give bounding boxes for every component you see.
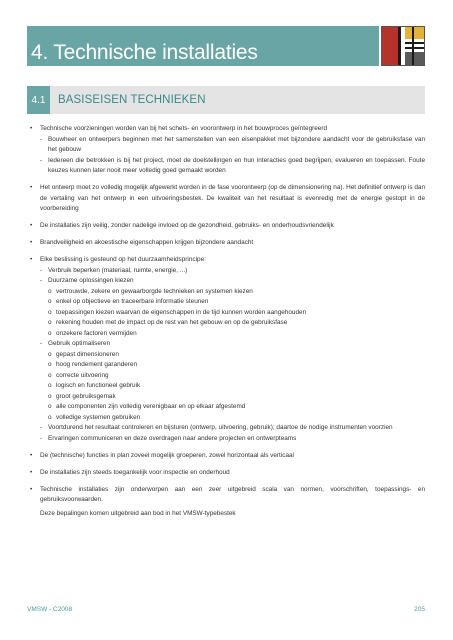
sub-sub-text: correcte uitvoering [56, 371, 109, 379]
sub-sub-item [40, 413, 425, 424]
sub-sub-item [40, 297, 425, 308]
sub-item [40, 156, 425, 177]
bullet-item [30, 485, 425, 520]
sub-text: Voortdurend het resultaat controleren en bijsturen (ontwerp, uitvoering, gebruik); daartoe de nodige instrumenten voorzien [48, 424, 393, 431]
sub-item [40, 135, 425, 156]
bullet-text: De (technische) functies in plan zoveel mogelijk groeperen, zowel horizontaal als verticaal [40, 451, 294, 459]
bullet-text: Technische installaties zijn onderworpen aan een zeer uitgebreid scala van normen, voorschriften, toepassings- en gebruiksvoorwaarden. [40, 485, 425, 503]
bullet-text: Het ontwerp moet zo volledig mogelijk afgewerkt worden in de fase voorontwerp (op de dimensionering na). Het definitief ontwerp is dan de vertaling van het ontwerp in een uitvoeringsbestek. De kwaliteit van het resultaat is evenredig met de energie gestopt in de voorbereiding [40, 184, 425, 212]
sub-sub-text: volledige systemen gebruiken [56, 413, 141, 421]
building-logo-icon [381, 26, 425, 66]
sub-sub-text: rekening houden met de impact op de rest van het gebouw en op de gebruiksfase [56, 319, 288, 326]
note-text: Deze bepalingen komen uitgebreid aan bod in het VMSW-typebestek [40, 509, 236, 517]
bullet-icon: • [30, 468, 33, 476]
bullet-item [30, 255, 425, 444]
dash-icon: - [40, 266, 43, 274]
chapter-title-bar [27, 26, 379, 66]
sub-sub-text: gepast dimensioneren [56, 350, 119, 358]
sub-sub-text: hoog rendement garanderen [56, 361, 138, 368]
bullet-text: De installaties zijn steeds toegankelijk voor inspectie en onderhoud [40, 468, 230, 476]
sub-text: Iedereen die betrokken is bij het project, moet de doelstellingen en hun interacties goed begrijpen, evalueren en toepassen. Foute keuzes kunnen later nooit meer volledig goed gemaakt worden [48, 156, 425, 174]
footer-publisher: VMSW - C2008 [27, 606, 73, 613]
sub-sub-text: onzekere factoren vermijden [56, 329, 137, 337]
circle-icon: o [48, 287, 52, 295]
sub-sub-item [40, 308, 425, 319]
sub-sub-item [40, 381, 425, 392]
bullet-text: Elke beslissing is gesteund op het duurzaamheidsprincipe: [40, 256, 206, 263]
circle-icon: o [48, 382, 52, 389]
sub-sub-item [40, 402, 425, 413]
sub-text: Bouwheer en ontwerpers beginnen met het samenstellen van een eisenpakket met bijzondere aandacht voor de gebruiksfase van het gebouw [48, 135, 425, 153]
sub-text: Verbruik beperken (materiaal, ruimte, energie, ...) [48, 266, 188, 274]
body-content [30, 124, 425, 526]
bullet-item [30, 238, 425, 249]
bullet-text: Technische voorzieningen worden van bij het schets- en voorontwerp in het bouwproces geïntegreerd [40, 125, 328, 132]
sub-sub-text: groot gebruiksgemak [56, 392, 116, 400]
sub-sub-item [40, 360, 425, 371]
sub-sub-text: enkel op objectieve en traceerbare informatie steunen [56, 298, 209, 305]
circle-icon: o [48, 329, 52, 337]
bullet-icon: • [30, 222, 33, 229]
circle-icon: o [48, 319, 52, 326]
dash-icon: - [40, 340, 43, 347]
sub-item [40, 276, 425, 287]
bullet-item [30, 183, 425, 215]
dash-icon: - [40, 156, 43, 164]
bullet-icon: • [30, 451, 33, 459]
bullet-text: De installaties zijn veilig, zonder nadelige invloed op de gezondheid, gebruiks- en onderhoudsvriendelijk [40, 222, 334, 229]
sub-sub-item [40, 371, 425, 382]
sub-sub-item [40, 329, 425, 340]
sub-sub-text: toepassingen kiezen waarvan de eigenschappen in de tijd kunnen worden aangehouden [56, 308, 307, 316]
circle-icon: o [48, 350, 52, 358]
circle-icon: o [48, 392, 52, 400]
bullet-item [30, 124, 425, 177]
sub-text: Gebruik optimaliseren [48, 340, 111, 347]
sub-sub-item [40, 287, 425, 298]
sub-sub-text: alle componenten zijn volledig verenigbaar en op elkaar afgestemd [56, 403, 246, 410]
sub-sub-text: vertrouwde, zekere en gewaarborgde technieken en systemen kiezen [56, 287, 253, 295]
dash-icon: - [40, 434, 43, 442]
bullet-text: Brandveiligheid en akoestische eigenschappen krijgen bijzondere aandacht [40, 239, 254, 246]
circle-icon: o [48, 308, 52, 316]
bullet-item [30, 468, 425, 479]
sub-sub-item [40, 350, 425, 361]
sub-sub-item [40, 318, 425, 329]
sub-item [40, 434, 425, 445]
sub-item [40, 423, 425, 434]
circle-icon: o [48, 361, 52, 368]
chapter-title: 4. Technische installaties [31, 41, 258, 64]
bullet-icon: • [30, 485, 33, 493]
dash-icon: - [40, 277, 43, 284]
sub-item [40, 266, 425, 277]
bullet-icon: • [30, 125, 33, 132]
dash-icon: - [40, 135, 43, 143]
sub-sub-text: logisch en functioneel gebruik [56, 382, 141, 389]
circle-icon: o [48, 298, 52, 305]
section-header [27, 86, 425, 114]
circle-icon: o [48, 413, 52, 421]
bullet-item [30, 221, 425, 232]
bullet-icon: • [30, 256, 33, 263]
dash-icon: - [40, 424, 43, 431]
circle-icon: o [48, 371, 52, 379]
sub-item [40, 339, 425, 350]
section-number: 4.1 [27, 86, 50, 114]
page-number: 205 [414, 606, 425, 613]
bullet-icon: • [30, 239, 33, 246]
sub-sub-item [40, 392, 425, 403]
section-title: BASISEISEN TECHNIEKEN [58, 94, 206, 106]
bullet-item [30, 451, 425, 462]
sub-text: Ervaringen communiceren en deze overdragen naar andere projecten en ontwerpteams [48, 434, 297, 442]
circle-icon: o [48, 403, 52, 410]
sub-text: Duurzame oplossingen kiezen [48, 277, 134, 284]
bullet-icon: • [30, 184, 33, 191]
